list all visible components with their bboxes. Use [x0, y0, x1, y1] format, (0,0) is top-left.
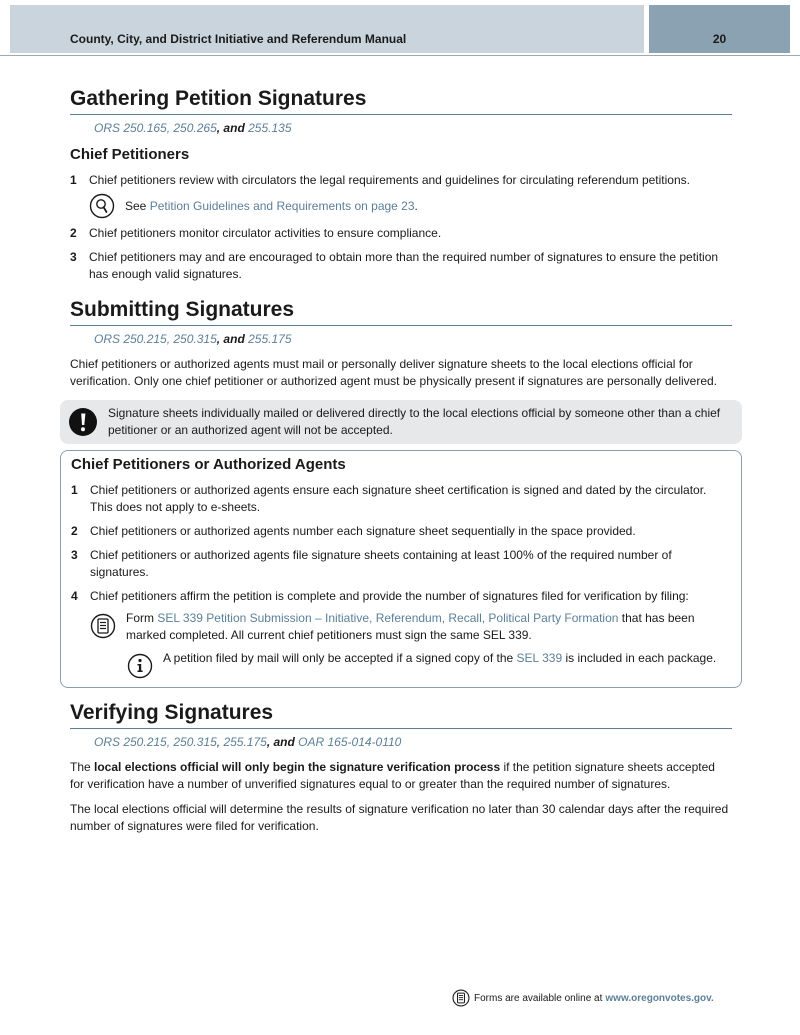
list-number: 2 — [71, 524, 78, 538]
verifying-paragraph-2: The local elections official will determine the results of signature verification no later than 30 calendar days after the required number of signatures were filed for verification. — [70, 802, 729, 833]
warning-text: Signature sheets individually mailed or delivered directly to the local elections official by someone other than a chief petitioner or an authorized agent will not be accepted. — [108, 406, 721, 437]
statute-link[interactable]: 255.175 — [223, 735, 267, 749]
list-item — [71, 588, 731, 605]
refs-conjunction: , and — [216, 121, 249, 135]
section-heading-gathering: Gathering Petition Signatures — [70, 86, 732, 115]
section-heading-verifying: Verifying Signatures — [70, 700, 732, 729]
numbered-list — [70, 225, 732, 283]
see-prefix: See — [125, 198, 150, 213]
list-number: 3 — [71, 548, 78, 562]
p1-suffix: if the petition signature sheets accepted for verification have a number of unverified signatures equal to or greater than the required number of signatures. — [70, 760, 715, 791]
subheading-chief-petitioners: Chief Petitioners — [70, 146, 190, 163]
numbered-list — [70, 172, 732, 189]
statute-link[interactable]: ORS 250.215, 250.315 — [94, 735, 217, 749]
list-item — [71, 482, 731, 516]
list-text: Chief petitioners affirm the petition is complete and provide the number of signatures filed for verification by filing: — [90, 589, 689, 603]
list-text: Chief petitioners or authorized agents number each signature sheet sequentially in the space provided. — [90, 524, 636, 538]
statute-link[interactable]: ORS 250.215, 250.315 — [94, 332, 217, 346]
statute-references — [94, 735, 732, 749]
rule-link[interactable]: OAR 165-014-0110 — [298, 735, 402, 749]
info-note — [127, 650, 731, 679]
p1-prefix: The — [70, 760, 95, 774]
subheading-authorized-agents: Chief Petitioners or Authorized Agents — [71, 456, 346, 473]
list-number: 4 — [71, 589, 78, 603]
refs-separator: , — [216, 735, 224, 749]
form-suffix: that has been marked completed. All current chief petitioners must sign the same SEL 339. — [126, 611, 695, 642]
warning-callout — [60, 400, 742, 444]
list-item — [70, 172, 732, 189]
refs-conjunction: , and — [216, 332, 249, 346]
submitting-paragraph: Chief petitioners or authorized agents must mail or personally deliver signature sheets to the local elections official for verification. Only one chief petitioner or authorized agent must be physically present if signatures are personally delivered. — [70, 357, 718, 388]
list-number: 1 — [71, 483, 78, 497]
section-heading-submitting: Submitting Signatures — [70, 297, 732, 326]
verifying-paragraph-1 — [70, 759, 732, 793]
list-text: Chief petitioners or authorized agents file signature sheets containing at least 100% of the required number of signatures. — [90, 548, 672, 579]
statute-link[interactable]: 255.175 — [248, 332, 292, 346]
agents-box — [60, 450, 742, 688]
statute-references — [94, 332, 732, 346]
info-icon — [127, 653, 153, 679]
info-prefix: A petition filed by mail will only be accepted if a signed copy of the — [163, 651, 517, 665]
statute-link[interactable]: ORS 250.165, 250.265 — [94, 121, 217, 135]
page-content — [70, 86, 732, 843]
list-number: 3 — [70, 250, 77, 264]
page-number: 20 — [649, 5, 790, 53]
header-divider — [0, 55, 800, 56]
list-text: Chief petitioners may and are encouraged to obtain more than the required number of signatures to ensure the petition has enough valid signatures. — [89, 250, 719, 281]
oregonvotes-link[interactable]: www.oregonvotes.gov. — [605, 992, 714, 1004]
list-text: Chief petitioners review with circulators the legal requirements and guidelines for circulating referendum petitions. — [89, 173, 690, 187]
footer-text: Forms are available online at — [474, 992, 603, 1004]
document-form-icon — [452, 989, 470, 1007]
sel-339-link[interactable]: SEL 339 — [516, 651, 563, 665]
list-number: 1 — [70, 173, 77, 187]
magnifier-icon — [89, 193, 115, 219]
numbered-list — [71, 482, 731, 605]
see-reference-note — [89, 193, 732, 219]
sel-339-form-link[interactable]: SEL 339 Petition Submission – Initiative, Referendum, Recall, Political Party Formation — [157, 611, 619, 625]
footer — [452, 989, 714, 1007]
list-item — [71, 523, 731, 540]
form-note — [90, 610, 731, 644]
see-suffix: . — [414, 198, 418, 213]
list-item — [70, 249, 732, 283]
document-form-icon — [90, 613, 116, 639]
list-number: 2 — [70, 226, 77, 240]
list-item — [70, 225, 732, 242]
list-text: Chief petitioners or authorized agents ensure each signature sheet certification is signed and dated by the circulator. This does not apply to e-sheets. — [90, 483, 707, 514]
statute-references — [94, 121, 732, 135]
petition-guidelines-link[interactable]: Petition Guidelines and Requirements on page 23 — [149, 198, 415, 213]
p1-bold: local elections official will only begin the signature verification process — [94, 760, 501, 774]
statute-link[interactable]: 255.135 — [248, 121, 292, 135]
form-prefix: Form — [126, 611, 158, 625]
header-title: County, City, and District Initiative and Referendum Manual — [10, 5, 644, 53]
exclamation-icon — [68, 407, 98, 437]
list-item — [71, 547, 731, 581]
info-suffix: is included in each package. — [562, 651, 717, 665]
refs-conjunction: , and — [266, 735, 299, 749]
list-text: Chief petitioners monitor circulator activities to ensure compliance. — [89, 226, 442, 240]
